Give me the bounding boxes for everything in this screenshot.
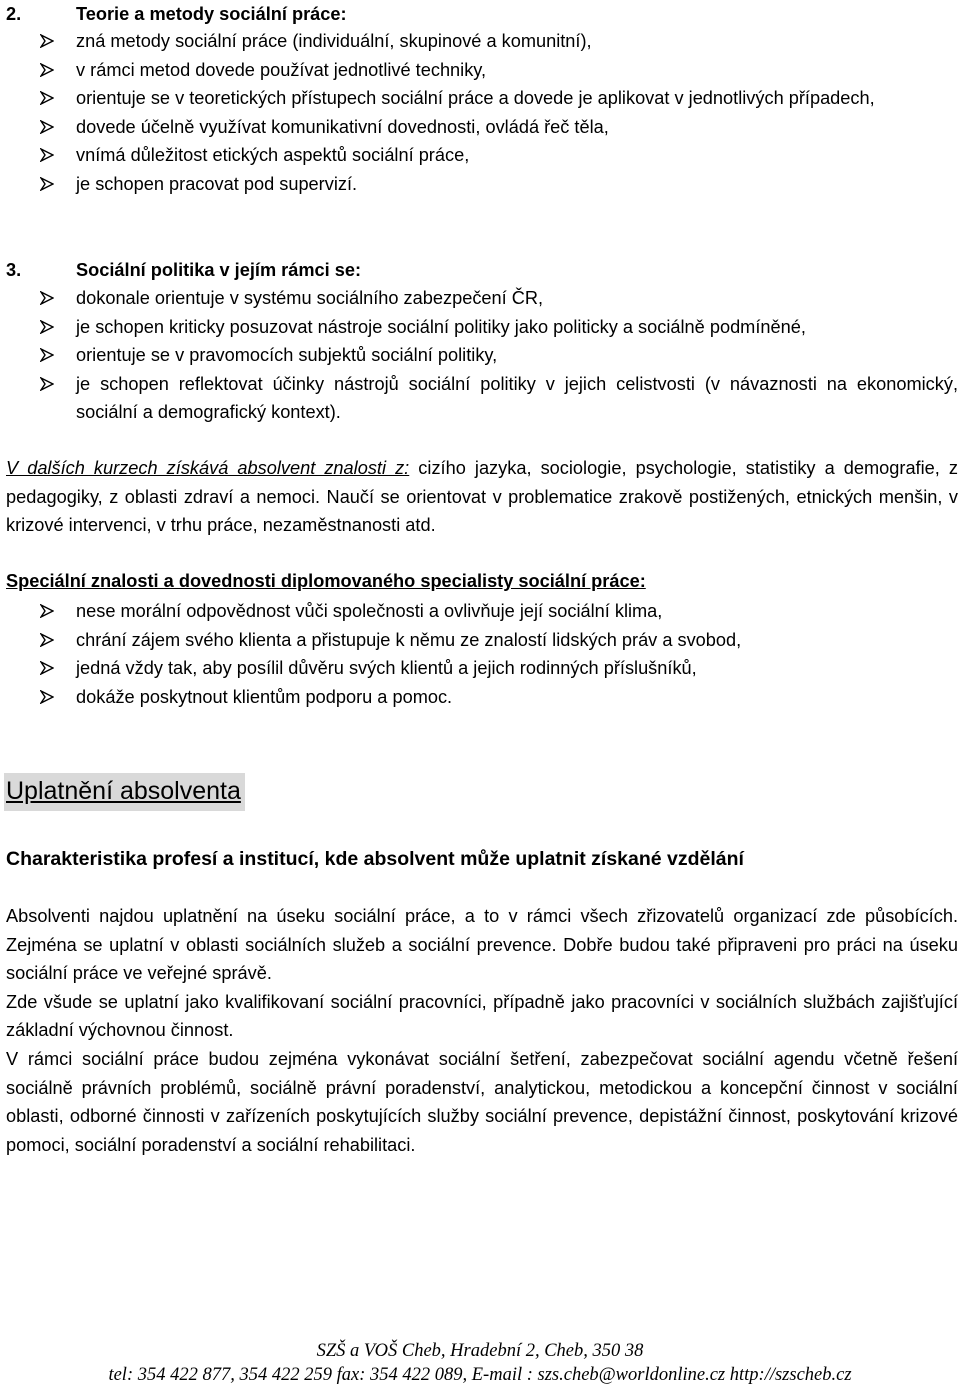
email-link[interactable]: szs.cheb@worldonline.cz xyxy=(537,1365,726,1385)
graduate-paragraph-3: V rámci sociální práce budou zejména vykonávat sociální šetření, zabezpečovat sociální agendu včetně řešení sociálně právních problémů, sociálně právní poradenství, analytickou, metodickou a koncepční činnost v sociální oblasti, odborné činnosti v zařízeních poskytujících služby sociální prevence, depistážní činnost, poskytování krizové pomoci, sociální poradenství a sociální rehabilitaci. xyxy=(6,1048,958,1155)
website-link[interactable]: http://szscheb.cz xyxy=(729,1365,852,1385)
arrow-bullet-icon xyxy=(40,177,54,191)
section-2-number: 2. xyxy=(6,4,22,24)
further-courses-paragraph xyxy=(6,454,958,540)
special-skills-list xyxy=(40,597,958,711)
arrow-bullet-icon xyxy=(40,377,54,391)
arrow-bullet-icon xyxy=(40,148,54,162)
graduate-text xyxy=(6,902,958,1159)
arrow-bullet-icon xyxy=(40,34,54,48)
list-item: zná metody sociální práce (individuální, skupinové a komunitní), xyxy=(40,27,958,56)
arrow-bullet-icon xyxy=(40,63,54,77)
section-2-heading xyxy=(6,3,347,25)
graduate-paragraph-1: Absolventi najdou uplatnění na úseku sociální práce, a to v rámci všech zřizovatelů organizací zde působících. Zejména se uplatní v oblasti sociálních služeb a sociální prevence. Dobře budou také připraveni pro práci na úseku sociální práce ve veřejné správě. xyxy=(6,906,958,984)
arrow-bullet-icon xyxy=(40,633,54,647)
arrow-bullet-icon xyxy=(40,291,54,305)
graduate-heading: Uplatnění absolventa xyxy=(4,773,245,811)
list-item: vnímá důležitost etických aspektů sociální práce, xyxy=(40,141,958,170)
arrow-bullet-icon xyxy=(40,604,54,618)
special-skills-heading: Speciální znalosti a dovednosti diplomovaného specialisty sociální práce: xyxy=(6,571,646,591)
arrow-bullet-icon xyxy=(40,661,54,675)
section-3-number: 3. xyxy=(6,260,22,280)
arrow-bullet-icon xyxy=(40,91,54,105)
list-item: dovede účelně využívat komunikativní dovednosti, ovládá řeč těla, xyxy=(40,113,958,142)
footer-address: SZŠ a VOŠ Cheb, Hradební 2, Cheb, 350 38 xyxy=(316,1341,644,1361)
section-2-list xyxy=(40,27,958,199)
graduate-paragraph-2: Zde všude se uplatní jako kvalifikovaní sociální pracovníci, případně jako pracovníci v sociálních službách zajišťující základní výchovnou činnost. xyxy=(6,991,958,1041)
section-2-title: Teorie a metody sociální práce: xyxy=(76,4,347,24)
section-3-title: Sociální politika v jejím rámci se: xyxy=(76,260,362,280)
list-item: je schopen pracovat pod supervizí. xyxy=(40,170,958,199)
list-item: jedná vždy tak, aby posílil důvěru svých klientů a jejich rodinných příslušníků, xyxy=(40,654,958,683)
list-item: orientuje se v teoretických přístupech sociální práce a dovede je aplikovat v jednotlivých případech, xyxy=(40,84,958,113)
graduate-subheading: Charakteristika profesí a institucí, kde absolvent může uplatnit získané vzdělání xyxy=(6,848,744,870)
section-3-heading xyxy=(6,259,361,281)
arrow-bullet-icon xyxy=(40,690,54,704)
list-item: chrání zájem svého klienta a přistupuje k němu ze znalostí lidských práv a svobod, xyxy=(40,626,958,655)
list-item: orientuje se v pravomocích subjektů sociální politiky, xyxy=(40,341,958,370)
further-courses-lead: V dalších kurzech získává absolvent znalosti z: xyxy=(6,458,410,478)
footer-contacts: tel: 354 422 877, 354 422 259 fax: 354 422 089, E-mail : szs.cheb@worldonline.cz http://szscheb.cz xyxy=(108,1365,852,1385)
section-3-list xyxy=(40,284,958,427)
arrow-bullet-icon xyxy=(40,320,54,334)
further-courses-text: cizího jazyka, sociologie, psychologie, statistiky a demografie, z pedagogiky, z oblasti zdraví a nemoci. Naučí se orientovat v problematice zrakově postižených, etnických menšin, v krizové intervenci, v trhu práce, nezaměstnanosti atd. xyxy=(6,458,958,536)
list-item: v rámci metod dovede používat jednotlivé techniky, xyxy=(40,56,958,85)
list-item: je schopen kriticky posuzovat nástroje sociální politiky jako politicky a sociálně podmíněné, xyxy=(40,313,958,342)
list-item: dokáže poskytnout klientům podporu a pomoc. xyxy=(40,683,958,712)
arrow-bullet-icon xyxy=(40,120,54,134)
list-item: nese morální odpovědnost vůči společnosti a ovlivňuje její sociální klima, xyxy=(40,597,958,626)
list-item: je schopen reflektovat účinky nástrojů sociální politiky v jejich celistvosti (v návaznosti na ekonomický, sociální a demografický kontext). xyxy=(40,370,958,427)
arrow-bullet-icon xyxy=(40,348,54,362)
list-item: dokonale orientuje v systému sociálního zabezpečení ČR, xyxy=(40,284,958,313)
